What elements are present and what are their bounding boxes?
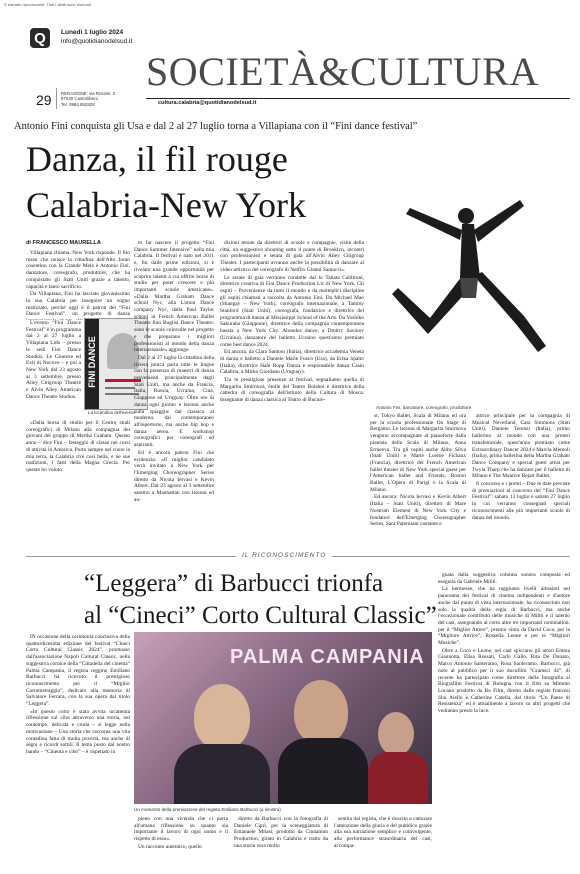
dancer-photo-caption: Antonio Fini, danzatore, coreografo, produttore	[376, 405, 472, 410]
article1-column-1-middle: L'evento “Fini Dance Festival” è in programma dal 2 al 27 luglio a Villapiana Lido – presso le sedi Fini Dance Studios, Le Ginestre ed Exit di Nocove – e poi a New York dal 23 agosto al 3 settembre, presso Ailey Citigroup Theatre e Alvin Ailey American Dance Theatre Studios.	[26, 320, 81, 400]
masthead-divider	[56, 88, 57, 109]
poster-title: FINI DANCE	[87, 336, 97, 388]
article1-column-1-bottom: «Dalla borsa di studio per il Centro studi coreografici di Milano alla compagnia dei giovani del gruppo di Martha Graham. Questo anno – dice Fini – festeggio di classe nei corsi di attività in America. Porto sempre nel cuore la mia terra, la Calabria ch'è così bella, e ne sue tradizioni, i fasti della Magna Grecia. Per questo ho voluto	[26, 420, 130, 473]
page-number: 29	[36, 92, 52, 108]
article1-byline: di FRANCESCO MAURELLA	[26, 240, 101, 246]
article2-column-5: gnata dalla suggestiva colonna sonora composta ed eseguita da Gabriele Militi. La kermesse, che ha raggiunto livelli altissimi nel panorama dei festival di cinema indipendenti e d'autore anche dal punto di vista internazionale, ha riconosciuto non solo la qualità della regia di Barbucci, ma anche l'eccezionale contributo delle musiche di Militi e il talento del cast, assegnando al corto altre tre importanti nomination: per il “Miglior Attore”, premio vinto da David Coco, per la “Migliore Attrice”, Rossella Leone e per le “Migliori Musiche”. Oltre a Coco e Leone, nel cast spiccano gli attori Emma Giannotta, Elisa Rossati, Carlo Gallo, Rita De Donato, Marco Antonio Santeramo, Rosa Santeramo. Barbucci, già noto al pubblico per il suo docufilm “Gramsci 44”, di recente ha partecipato come direttore della fotografia al Biografilm Festival di Bologna con il film su Mimmo Lucano prodotto da Bo Film, diretto dalle registe francesi Shu Aiello e Catherine Catella, dal titolo “Un Paese di Resistenza” ed è attualmente a lavoro su altri progetti che vedranno presto la luce.	[438, 572, 570, 715]
article2-headline-line1: “Leggera” di Barbucci trionfa	[84, 570, 384, 597]
article1-kicker: Antonio Fini conquista gli Usa e dal 2 al 27 luglio torna a Villapiana con il “Fini dance festival”	[14, 121, 418, 132]
article2-column-2: pieno con una vicenda che ci porta all'umana riflessione su quanto sia importante il lavoro di ogni uomo e il rispetto di esso». Un racconto autentico, quello	[134, 816, 228, 850]
section-email: cultura.calabria@quotidianodelsud.it	[158, 100, 257, 106]
article1-headline-line2: Calabria-New York	[26, 185, 306, 225]
article2-headline-line2: al “Cineci” Corto Cultural Classic”	[84, 602, 437, 629]
article2-column-3: diretto da Barbucci con la fotografia di Daniele Ciprì, per la sceneggiatura di Emanuele Milasi, prodotto da Cinnamon Production, girato in Calabria e tratto da una storia vera molto	[234, 816, 328, 849]
section-title: SOCIETÀ&CULTURA	[146, 49, 539, 94]
copyright-note: © estratto riproduzione. Tutti i diritti sono riservati	[4, 2, 91, 7]
article2-section-label: IL RICONOSCIMENTO	[236, 552, 332, 559]
section-title-rule	[146, 98, 570, 99]
logo-q-icon: Q	[30, 28, 50, 48]
article1-column-5: attrice principale per la compagnia di Musical Neverland, Cass Simmons (Stati Uniti), Daniele Terenzi (Italia), primo ballerino al mondo con una protesi transfemorale, quest'anno premiato come Extraordinary Dancer 2024 e Marcia Memoli (Italia), prima ballerina della Martha Graham Dance Company e special guest artist per Twyla Tharp che ha danzato per il balletto di Milano e The Maurice Bejart Ballet. Il concorso e i premi – Due le date previste di premiazioni al concorso del “Fini Dance Festival”: sabato 13 luglio e sabato 27 luglio in cui verranno consegnati speciali riconoscimenti alle più importanti scuole di danza del mondo.	[472, 413, 570, 521]
redazione-info: REDAZIONE: via Rossini, 2 87040 Castrolibero Tel. 0984.852828	[61, 91, 116, 107]
poster-caption: La locandina dell'evento	[88, 410, 135, 415]
photo-banner-text: PALMA CAMPANIA	[230, 646, 425, 668]
issue-date: Lunedì 1 luglio 2024	[61, 29, 124, 36]
award-photo-caption: Un momento della premiazione del regista Emiliano Barbucci (a sinistra)	[134, 807, 281, 812]
article2-column-4: sentita dal regista, che è riuscito a catturare l'attenzione della giuria e del pubblico grazie alla sua narrazione semplice e coinvolgente, alla performance straordinaria del cast, accompa-	[334, 816, 432, 849]
article1-headline-line1: Danza, il fil rouge	[26, 139, 288, 179]
article1-column-2: to far nascere il progetto “Fini Dance Summer Intensive” nella mia Calabria. Il festival è nato nel 2011 e, fin dalle prime edizioni, si è rivelato una grande opportunità per scoprire talenti a cui offrire borse di studio per poter crescere e più importanti scuole americane». «Dalla Martha Graham Dance school Nyc, alla Limon Dance company Nyc, dalla Paul Taylor school al French American Ballet Theatre fino Buglisi Dance Theatre: sono le scuole coinvolte nel progetto e che preparano i migliori professionisti al mondo della danza internazionale» aggiunge. Dal 2 al 27 luglio la cittadina della riviera jonica parla tutte le lingue con la presenza di maestri di danza provenienti principalmente dagli Stati Uniti, ma anche da Francia, Italia, Russia, Ucraina, Cina, Giappone ed Uruguay. Oltre ore di danza ogni giorno e lezioni anche sulla spiaggia: dal classico al moderno, dal contemporaneo all'repertorio, ma anche hip hop e danza aerea. E workshop coreografici per coreografi ed aspiranti. Ed è ancora patron Fini che evidenzia: «Il miglior candidato verrà invitato a New York per l'Emerging Choreographer Series diretto da Nicola Iervasi e Kevin Albert. Dal 23 agosto al 3 settembre saremo a Manhattan con lezioni ed au-	[134, 240, 214, 503]
article1-column-4: st, Tokyo Ballet, Scala di Milano ed ora per la scuola professionale On Stage di Bergamo. Le lezioni di Margarita Smirnova vengono accompagnate al pianoforte dalla pianista della Scala di Milano, Anna Ermeeva. Tra gli ospiti anche Abby Silva (Stati Uniti) e Marie Lorene Fichaux (Francia), direttrice del French American ballet theater di New York special guest per l'American ballet and Friends, Boston Ballet, L'Opera di Parigi e la Scala di Milano. Ed ancora: Nicola Iervasi e Kevin Albert (Italia – Stati Uniti), direttori di Mare Nostrum Element di New York City e fondatori dell'Emerging Choreographer Series, Sara Paternianì cantante e	[370, 413, 466, 528]
article1-column-3: dizioni tenute da direttori di scuole e compagnie, visite della città, un suggestivo shooting sotto il ponte di Brooklyn, incontri con professionisti e serata di gala all'Alvin Ailey Citigroup Theater. I partecipanti avranno anche la possibilità di danzare al video artistico del coreografo di Netflix Gianni Santucci». Le serate di gala verranno condotte dal lo Tabata Caldironi, direttrice creativa di Fini Dance Production Llc di New York. Gli ospiti – Provenienze da tutto il mondo e da molteplici discipline gli ospiti chiamati a raccolta da Antonio Fini. Da Michael Mao (Shangay – New York), coreografo internazionale, a Tammy Stanford (Stati Uniti), coreografa, fondatrice e direttrice del programma di danza al Mississippi School of the Arts. Da Yoshiko Sakuraba (Giappone), direttrice della compagnia contemporanea basata a New York City. Abundos dance, a Dmitry Savinov (Ucraina), danzatore del balletto Ucraino quest'anno premiato come best dance 2024. Ed ancora, da Clara Santoni (Italia), direttrice accademia Veneta di danza e balletto a Daniele Marie Fusco (Usa), da Erika Spalto (Italia), direttrice Hale Bopp Danza e responsabile danza Casin Calabria, a Mirko Giordano (Uruguay). Tra le prestigiose presenze al festival, segnaliamo quella di Margarita Smirnova, étoile del Teatro Bolshoi e direttrice della cattedra di coreografia dell'istituto della Cultura di Mosca. Insegnante di danza classica al Teatro di Bucure-	[220, 240, 364, 404]
article2-column-1: IN occasione della cerimonia conclusiva della quattordicesima edizione del festival “Cineci Corto Cultural Classic 2024”, promosso dall'associazione Napoli Cultural Classic, nella suggestiva cornice della “Cittadella del cinema” Palma Campania, il regista reggino Emiliano Barbucci ha ricevuto il prestigioso riconoscimento per il “Miglior Cortometraggio”, dedicato alla memoria di Salvatore Ferrara, con la sua opera dal titolo “Leggera”. «In questo corto è stata avvita un'attenta riflessione sul cibo attraverso una storia, nel contempo, delicata e cruda – si legge nella motivazione – Una storia che racconta una vita contadina fatta di molta povertà, ma anche di segni e ricordi sottili. Il tema posto dal nostro bando – “Cinema e cibo” – è rispettato in	[26, 634, 130, 755]
article1-column-1-top: Villapiana chiama, New York risponde. Il filo rosso che unisce la cittadina dell'Alto Jonio cosentino con la Grande Mela è Antonio Fini, danzatore, coreografo, produttore, che ha conquistato gli Stati Uniti grazie a talento, capacità e tanto sacrificio. Da Villapiana, Fini ha lasciato giovanissimo la sua Calabria per inseguire un sogno realizzato, perché oggi è il patron del “Fini Dance Festival”, un progetto di danza	[26, 250, 130, 318]
award-photo	[134, 632, 432, 804]
contact-email: info@quotidianodelsud.it	[61, 38, 133, 45]
dancer-photo	[370, 138, 570, 400]
